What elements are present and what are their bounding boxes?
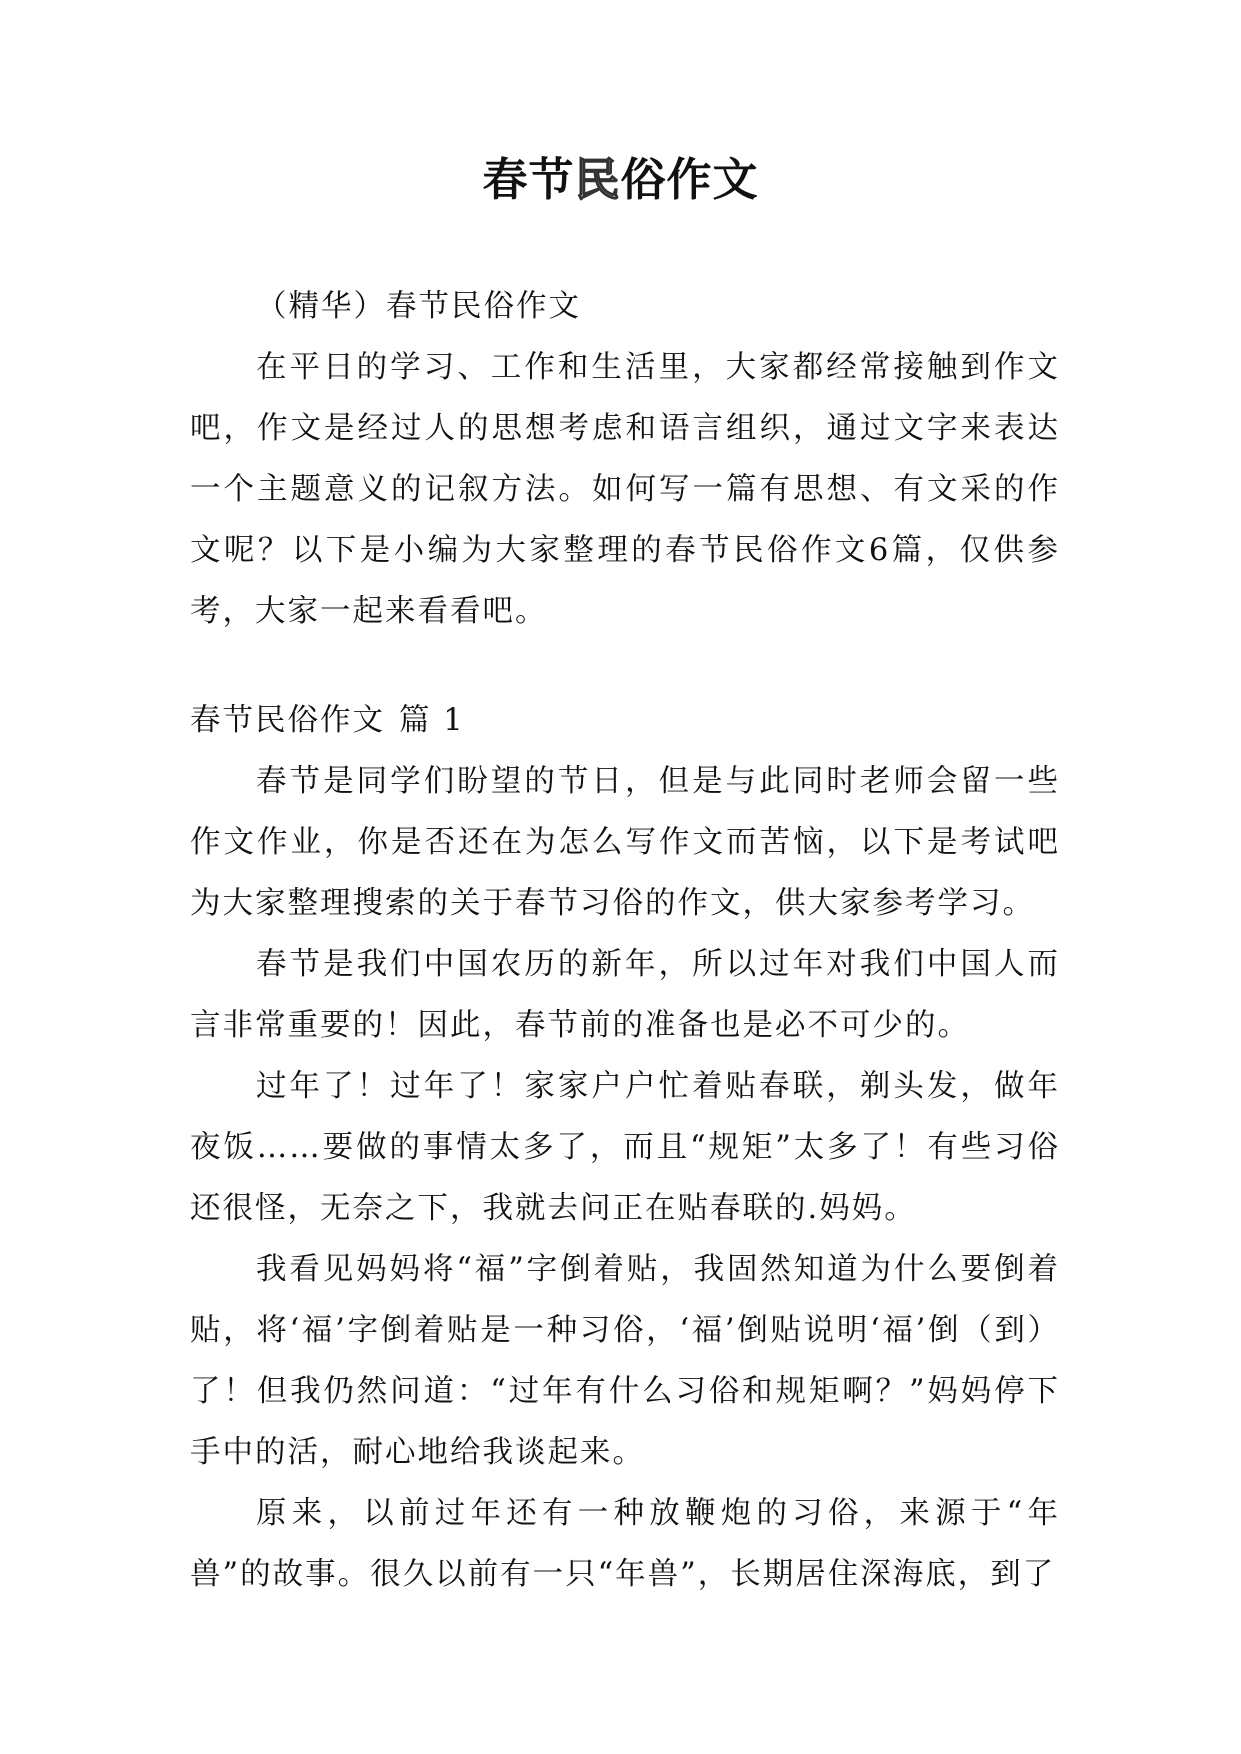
title-part-2-outlined: 民 (574, 153, 621, 206)
intro-block (190, 276, 1060, 642)
section-heading (190, 690, 465, 751)
intro-subtitle: （精华）春节民俗作文 (256, 289, 581, 324)
section-paragraph-3: 过年了！过年了！家家户户忙着贴春联，剃头发，做年夜饭……要做的事情太多了，而且“规矩”太多了！有些习俗还很怪，无奈之下，我就去问正在贴春联的.妈妈。 (190, 1069, 1060, 1226)
document-title (0, 148, 1241, 212)
title-part-3: 俗作文 (620, 153, 759, 206)
section-paragraph-1: 春节是同学们盼望的节日，但是与此同时老师会留一些作文作业，你是否还在为怎么写作文而苦恼，以下是考试吧为大家整理搜索的关于春节习俗的作文，供大家参考学习。 (190, 764, 1060, 921)
section-paragraph-5: 原来，以前过年还有一种放鞭炮的习俗，来源于“年兽”的故事。很久以前有一只“年兽”，长期居住深海底，到了 (190, 1496, 1060, 1592)
section-paragraph-4: 我看见妈妈将“福”字倒着贴，我固然知道为什么要倒着贴，将‘福’字倒着贴是一种习俗，‘福’倒贴说明‘福’倒（到）了！但我仍然问道：“过年有什么习俗和规矩啊？”妈妈停下手中的活，耐心地给我谈起来。 (190, 1252, 1060, 1470)
section-number: 篇 1 (399, 703, 465, 738)
intro-paragraph: 在平日的学习、工作和生活里，大家都经常接触到作文吧，作文是经过人的思想考虑和语言组织，通过文字来表达一个主题意义的记叙方法。如何写一篇有思想、有文采的作文呢？以下是小编为大家整理的春节民俗作文6篇，仅供参考，大家一起来看看吧。 (190, 350, 1060, 629)
section-heading-text: 春节民俗作文 (190, 703, 385, 738)
section-paragraph-2: 春节是我们中国农历的新年，所以过年对我们中国人而言非常重要的！因此，春节前的准备也是必不可少的。 (190, 947, 1060, 1043)
title-part-1: 春节 (482, 153, 575, 206)
section-body (190, 751, 1060, 1605)
